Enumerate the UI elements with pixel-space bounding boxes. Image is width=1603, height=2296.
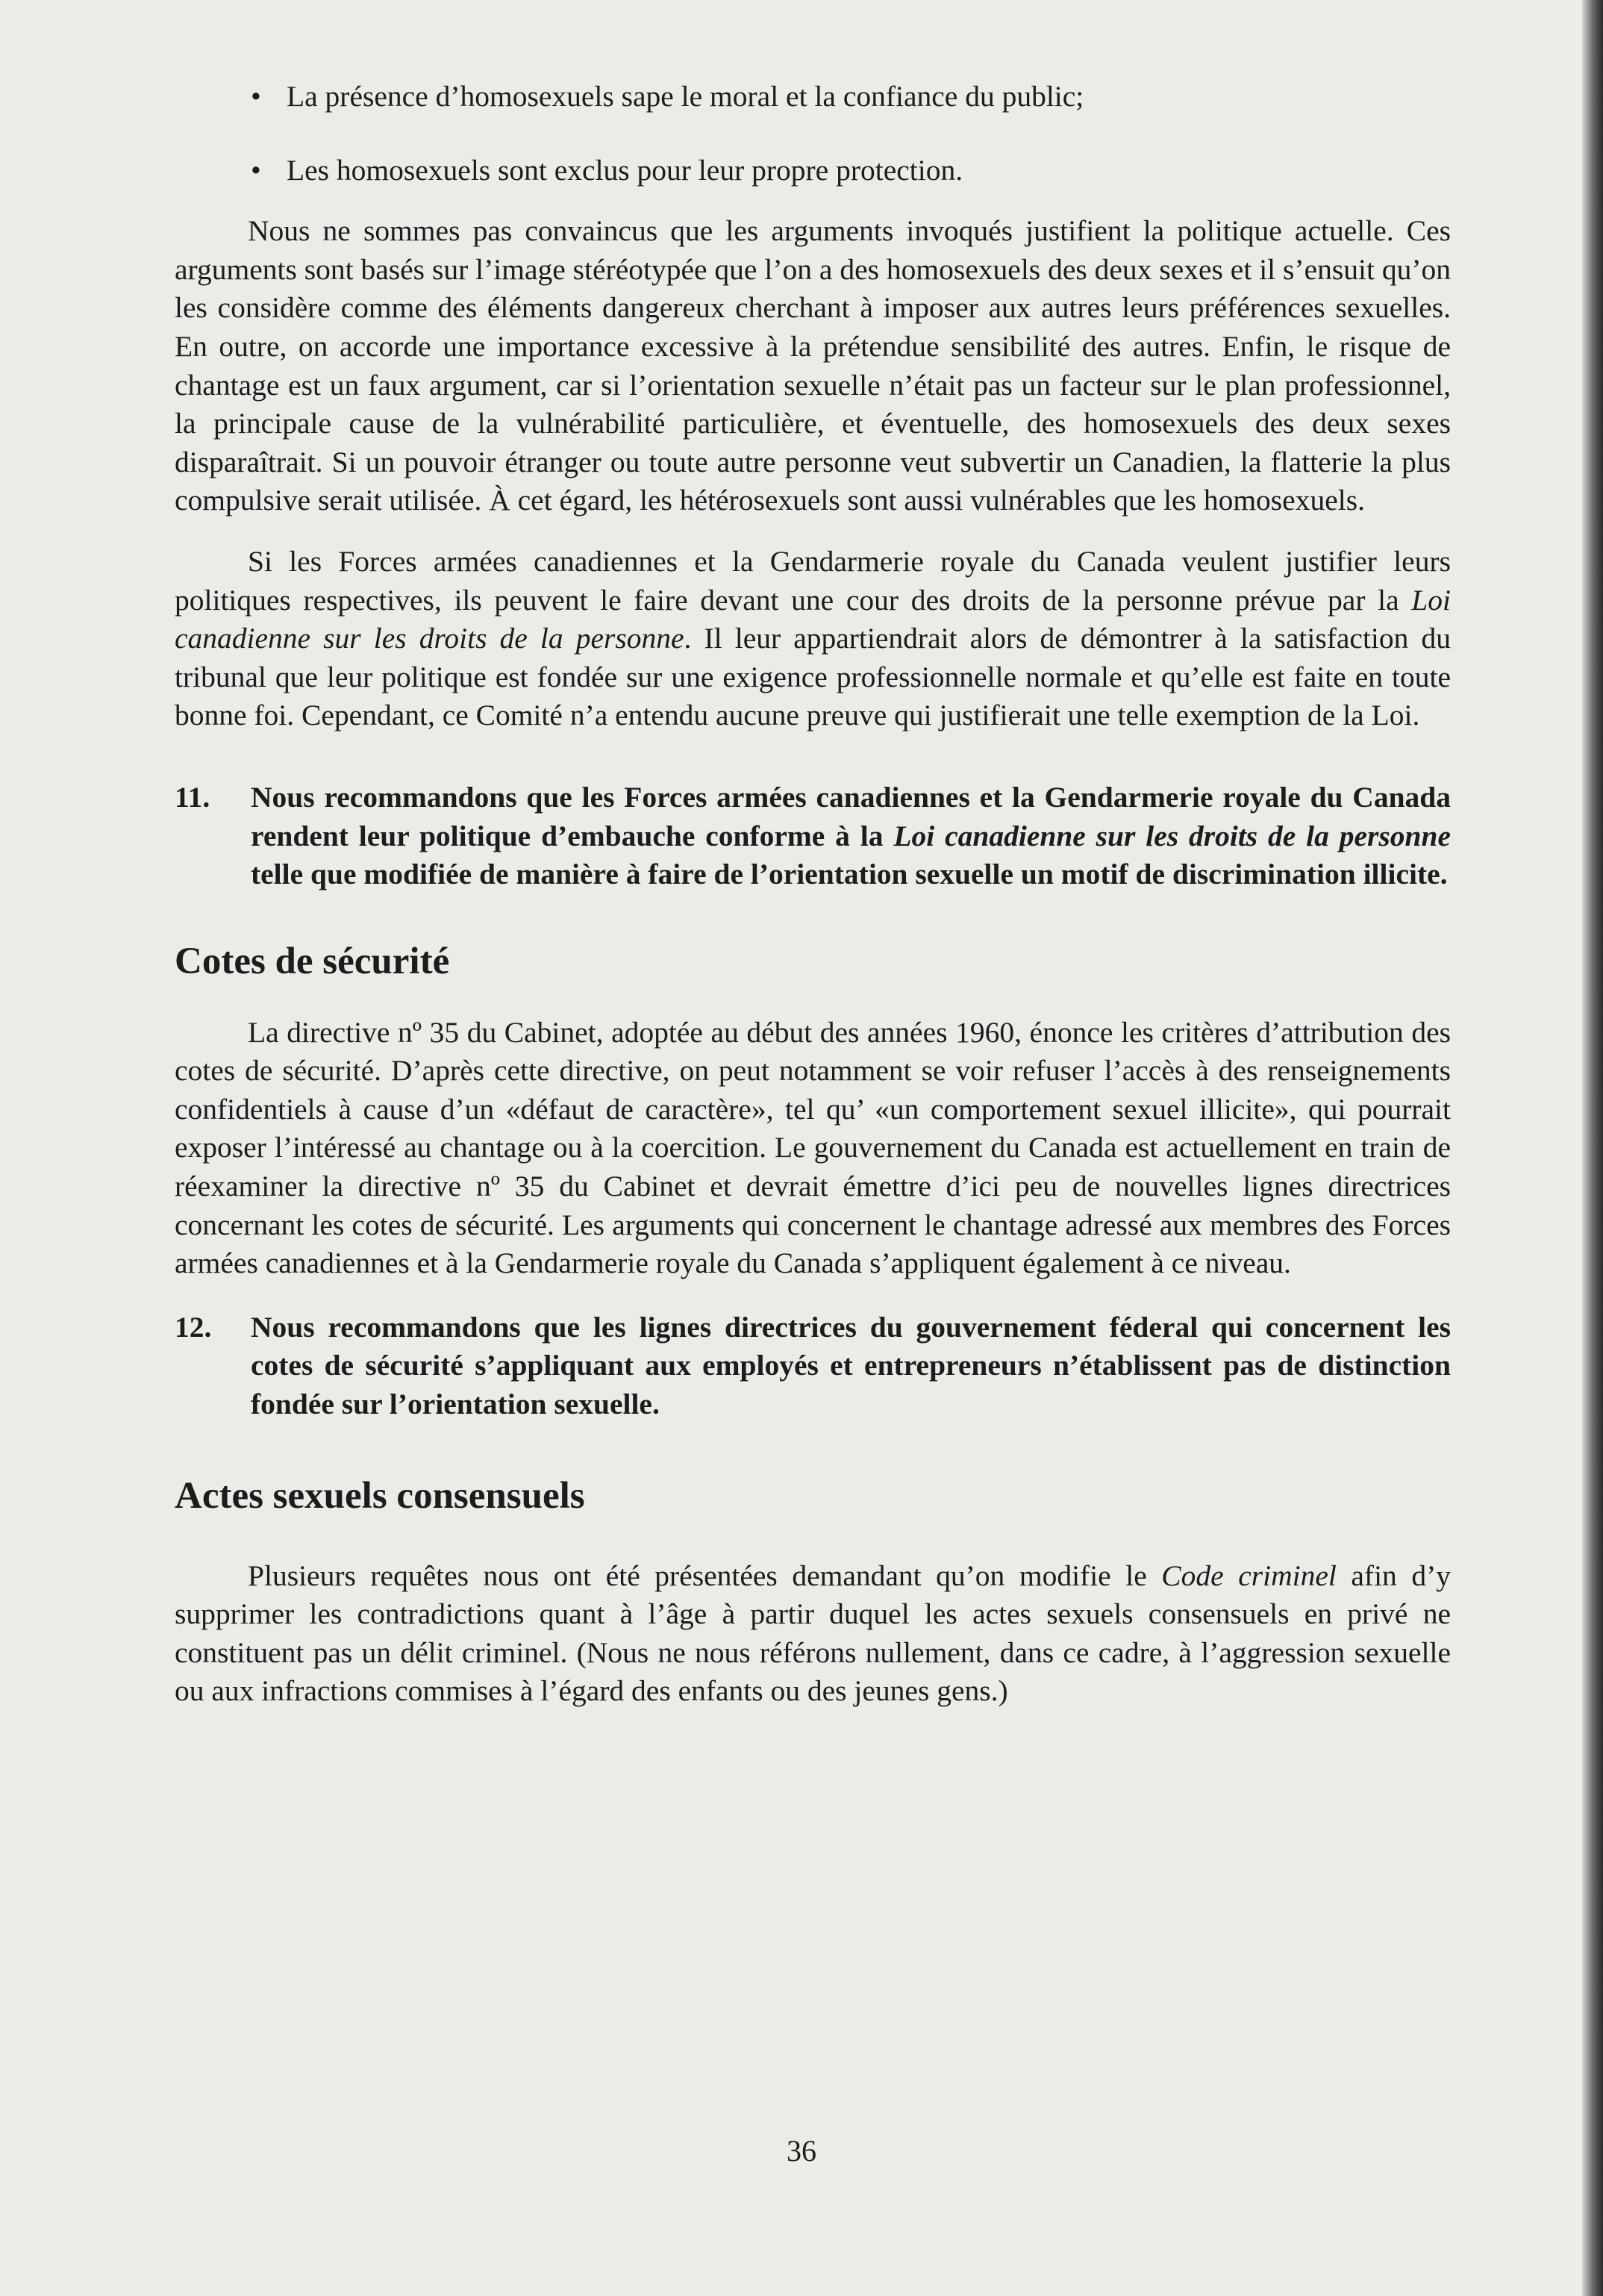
paragraph-text: Plusieurs requêtes nous ont été présentées demandant qu’on modifie le <box>248 1559 1162 1592</box>
bullet-item <box>175 152 1451 190</box>
paragraph-text: . Il leur appartiendrait alors de démontrer à la satisfaction du tribunal que leur politique est fondée sur une exigence professionnelle normale et qu’elle est faite en toute bonne foi. Cependant, ce Comité n’a entendu aucune preuve qui justifierait une telle exemption de la Loi. <box>175 622 1451 732</box>
law-title: Code criminel <box>1161 1559 1337 1592</box>
recommendation-12 <box>175 1308 1451 1424</box>
recommendation-11 <box>175 779 1451 894</box>
bullet-text: Les homosexuels sont exclus pour leur propre protection. <box>287 153 963 187</box>
law-title: Loi canadienne sur les droits de la personne <box>175 583 1451 655</box>
paragraph-text: Si les Forces armées canadiennes et la Gendarmerie royale du Canada veulent justifier leurs politiques respectives, ils peuvent le faire devant une cour des droits de la personne prévue par la <box>175 544 1451 617</box>
paragraph-justification <box>175 543 1451 735</box>
bullet-item <box>175 78 1451 116</box>
paragraph-arguments: Nous ne sommes pas convaincus que les arguments invoqués justifient la politique actuelle. Ces arguments sont basés sur l’image stéréotypée que l’on a des homosexuels des deux sexes et il s’ensuit qu’on les considère comme des éléments dangereux cherchant à imposer aux autres leurs préférences sexuelles. En outre, on accorde une importance excessive à la prétendue sensibilité des autres. Enfin, le risque de chantage est un faux argument, car si l’orientation sexuelle n’était pas un facteur sur le plan professionnel, la principale cause de la vulnérabilité particulière, et éventuelle, des homosexuels des deux sexes disparaîtrait. Si un pouvoir étranger ou toute autre personne veut subvertir un Canadien, la flatterie la plus compulsive serait utilisée. À cet égard, les hétérosexuels sont aussi vulnérables que les homosexuels. <box>175 214 1451 517</box>
paragraph-requests <box>175 1557 1451 1711</box>
recommendation-text: Nous recommandons que les lignes directrices du gouvernement féderal qui concernent les cotes de sécurité s’appliquant aux employés et entrepreneurs n’établissent pas de distinction fondée sur l’orientation sexuelle. <box>251 1310 1451 1421</box>
section-heading-consensual: Actes sexuels consensuels <box>175 1474 585 1517</box>
page-number: 36 <box>787 2134 816 2168</box>
recommendation-number: 11. <box>175 780 210 814</box>
page-edge-shadow <box>1582 0 1603 2296</box>
paragraph-text: afin d’y supprimer les contradictions quant à l’âge à partir duquel les actes sexuels consensuels en privé ne constituent pas un délit criminel. (Nous ne nous référons nullement, dans ce cadre, à l’aggression sexuelle ou aux infractions commises à l’égard des enfants ou des jeunes gens.) <box>175 1559 1452 1708</box>
paragraph-directive: La directive nº 35 du Cabinet, adoptée au début des années 1960, énonce les critères d’attribution des cotes de sécurité. D’après cette directive, on peut notamment se voir refuser l’accès à des renseignements confidentiels à cause d’un «défaut de caractère», tel qu’ «un comportement sexuel illicite», qui pourrait exposer l’intéressé au chantage ou à la coercition. Le gouvernement du Canada est actuellement en train de réexaminer la directive nº 35 du Cabinet et devrait émettre d’ici peu de nouvelles lignes directrices concernant les cotes de sécurité. Les arguments qui concernent le chantage adressé aux membres des Forces armées canadiennes et à la Gendarmerie royale du Canada s’appliquent également à ce niveau. <box>175 1015 1451 1280</box>
bullet-dot-icon: • <box>251 80 261 113</box>
page-content <box>175 78 1451 1711</box>
recommendation-text: Nous recommandons que les Forces armées canadiennes et la Gendarmerie royale du Canada rendent leur politique d’embauche conforme à la <box>251 780 1451 852</box>
recommendation-number: 12. <box>175 1310 212 1344</box>
bullet-text: La présence d’homosexuels sape le moral et la confiance du public; <box>287 80 1084 113</box>
bullet-dot-icon: • <box>251 153 261 187</box>
law-title: Loi canadienne sur les droits de la personne <box>893 819 1452 852</box>
recommendation-text: telle que modifiée de manière à faire de l’orientation sexuelle un motif de discrimination illicite. <box>251 858 1448 891</box>
section-heading-security: Cotes de sécurité <box>175 940 450 982</box>
